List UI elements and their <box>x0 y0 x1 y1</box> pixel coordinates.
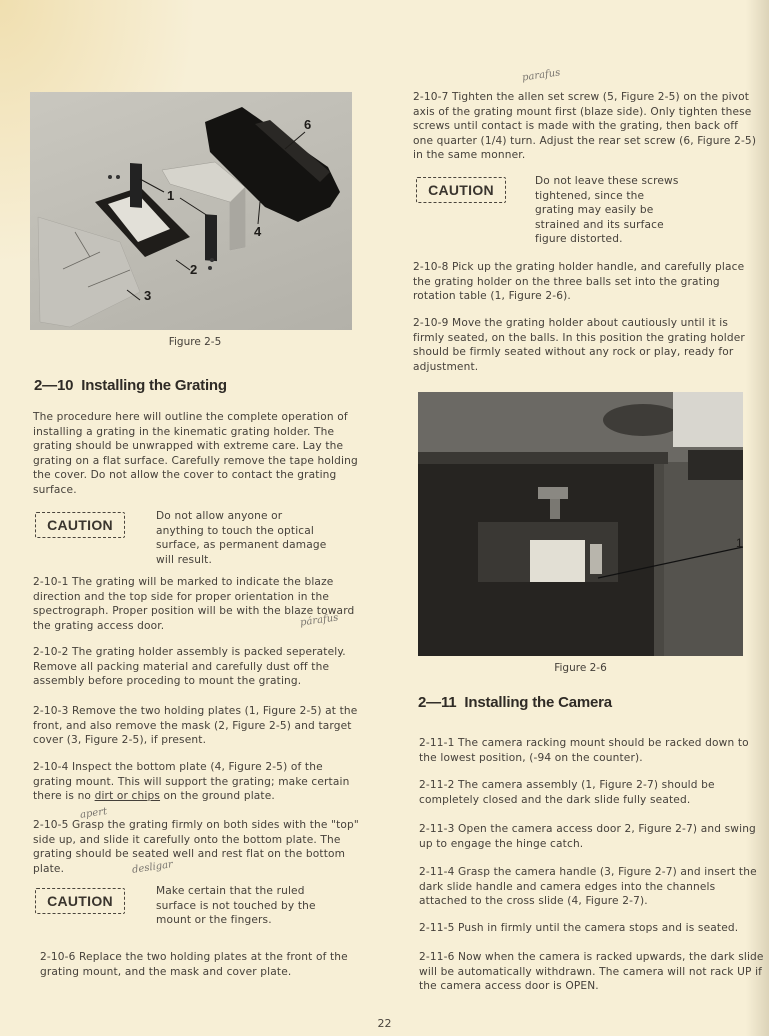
callout-2: 2 <box>190 262 198 277</box>
underlined-phrase: dirt or chips <box>94 790 161 803</box>
caution-box: CAUTION <box>35 512 125 538</box>
step-2-10-3: 2-10-3 Remove the two holding plates (1, Figure 2-5) at the front, and also remove the mask (2, Figure 2-5) and target cover (3, Figure 2-5), if present. <box>33 705 358 747</box>
figure-2-5-caption: Figure 2-5 <box>168 336 222 348</box>
caution-box: CAUTION <box>35 888 125 914</box>
handwritten-note: párafus <box>299 612 339 629</box>
section-number: 2—11 <box>418 694 457 711</box>
handwritten-note: apert <box>79 806 108 821</box>
step-2-10-4 <box>33 760 363 804</box>
section-2-10-intro: The procedure here will outline the complete operation of installing a grating in the kinematic grating holder. The grating should be unwrapped with extreme care. Lay the grating on a flat surface. Carefully remove the tape holding the cover. Do not allow the cover to contact the grating surface. <box>33 411 358 496</box>
step-2-10-4-text-end: on the ground plate. <box>160 790 275 803</box>
caution-text <box>156 884 331 928</box>
step-2-10-9: 2-10-9 Move the grating holder about cautiously until it is firmly seated, on the balls. In this position the grating holder should be firmly seated without any rock or play, ready for adjustment. <box>413 317 745 373</box>
step-2-10-7: 2-10-7 Tighten the allen set screw (5, Figure 2-5) on the pivot axis of the grating mount first (blaze side). Only tighten these screws until contact is made with the grating, then back off one quarter (1/4) turn. Adjust the rear set screw (6, Figure 2-5) in the same monner. <box>413 91 757 162</box>
spectrograph-interior-photo <box>418 392 743 656</box>
section-title: Installing the Grating <box>81 377 227 394</box>
page-number: 22 <box>377 1017 392 1030</box>
step-2-11-2: 2-11-2 The camera assembly (1, Figure 2-7) should be completely closed and the dark slide fully seated. <box>419 779 715 806</box>
caution-3-text: Do not leave these screws tightened, since the grating may easily be strained and its surface figure distorted. <box>535 175 679 246</box>
figure-2-6-caption: Figure 2-6 <box>554 662 607 674</box>
callout-6: 6 <box>304 117 312 132</box>
step-2-10-1: 2-10-1 The grating will be marked to indicate the blaze direction and the top side for proper orientation in the spectrograph. Proper position will be with the blaze toward the grating access door. <box>33 576 355 632</box>
caution-text <box>156 509 331 567</box>
caution-2-text: Make certain that the ruled surface is not touched by the mount or the fingers. <box>156 885 316 927</box>
step-2-11-4: 2-11-4 Grasp the camera handle (3, Figure 2-7) and insert the dark slide handle and camera edges into the channels attached to the cross slide (4, Figure 2-7). <box>419 866 757 908</box>
figure-2-5-photo <box>30 92 352 330</box>
caution-text <box>535 174 680 247</box>
section-title: Installing the Camera <box>464 694 612 711</box>
handwritten-note: desligar <box>131 859 174 876</box>
step-2-11-5: 2-11-5 Push in firmly until the camera stops and is seated. <box>419 922 739 934</box>
caution-1-text: Do not allow anyone or anything to touch the optical surface, as permanent damage will result. <box>156 510 327 566</box>
step-2-10-6: 2-10-6 Replace the two holding plates at the front of the grating mount, and the mask and cover plate. <box>40 951 348 978</box>
step-2-11-6: 2-11-6 Now when the camera is racked upwards, the dark slide will be automatically withdrawn. The camera will not rack UP if the camera access door is OPEN. <box>419 951 764 993</box>
callout-1: 1 <box>167 188 175 203</box>
callout-1: 1 <box>736 536 743 550</box>
step-2-10-8: 2-10-8 Pick up the grating holder handle, and carefully place the grating holder on the three balls set into the grating rotation table (1, Figure 2-6). <box>413 261 745 303</box>
figure-2-6-photo <box>418 392 743 656</box>
step-2-10-4-text: 2-10-4 Inspect the bottom plate (4, Figure 2-5) of the grating mount. This will support the grating; make certain there is no <box>33 761 350 803</box>
step-2-11-3: 2-11-3 Open the camera access door 2, Figure 2-7) and swing up to engage the hinge catch. <box>419 823 756 850</box>
section-2-11-heading <box>418 694 612 711</box>
step-2-10-5: 2-10-5 Grasp the grating firmly on both sides with the "top" side up, and slide it carefully onto the bottom plate. The grating should be seated well and rest flat on the bottom plate. <box>33 819 359 875</box>
handwritten-note: parafus <box>521 67 561 84</box>
step-2-10-2: 2-10-2 The grating holder assembly is packed seperately. Remove all packing material and carefully dust off the assembly before proceding to mount the grating. <box>33 646 346 688</box>
callout-4: 4 <box>254 224 262 239</box>
section-number: 2—10 <box>34 377 74 394</box>
step-2-11-1: 2-11-1 The camera racking mount should be racked down to the lowest position, (-94 on the counter). <box>419 737 749 764</box>
caution-box: CAUTION <box>416 177 506 203</box>
section-2-10-heading <box>34 377 227 394</box>
callout-3: 3 <box>144 288 152 303</box>
